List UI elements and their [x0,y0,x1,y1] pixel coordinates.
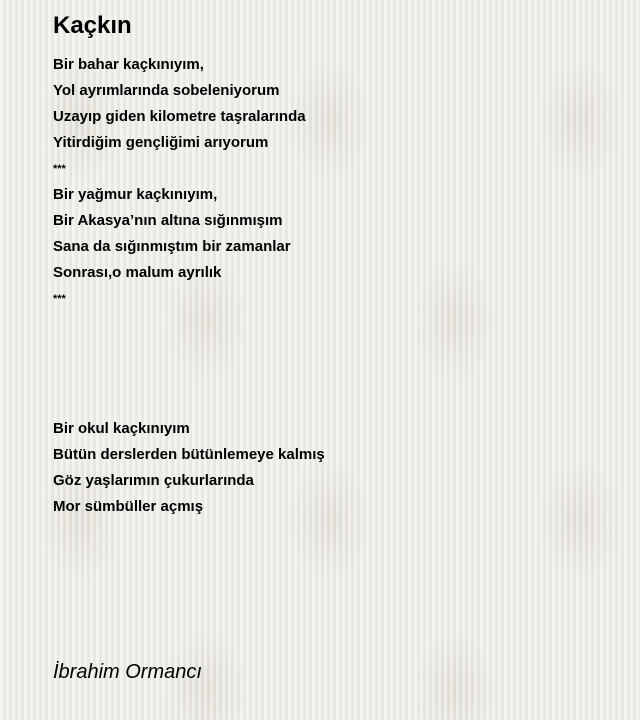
poem-line: Göz yaşlarımın çukurlarında [53,472,254,489]
author-signature: İbrahim Ormancı [53,661,202,683]
stanza-1 [53,52,325,156]
poem-line: Bütün derslerden bütünlemeye kalmış [53,446,325,463]
poem-line: Yol ayrımlarında sobeleniyorum [53,82,280,99]
poem-line: Uzayıp giden kilometre taşralarında [53,108,306,125]
poem-body [53,52,325,520]
poem-line: Sana da sığınmıştım bir zamanlar [53,238,291,255]
poem-line: Mor sümbüller açmış [53,498,204,515]
poem-line: Bir Akasya’nın altına sığınmışım [53,212,283,229]
poem-line: Yitirdiğim gençliğimi arıyorum [53,134,269,151]
blank-space [53,312,325,416]
poem-line: Sonrası,o malum ayrılık [53,264,222,281]
poem-line: Bir bahar kaçkınıyım, [53,56,204,73]
stanza-separator: *** [53,163,66,175]
poem-line: Bir yağmur kaçkınıyım, [53,186,218,203]
stanza-3 [53,416,325,520]
poem-title: Kaçkın [53,12,132,39]
stanza-2 [53,182,325,286]
poem-line: Bir okul kaçkınıyım [53,420,190,437]
stanza-separator: *** [53,293,66,305]
